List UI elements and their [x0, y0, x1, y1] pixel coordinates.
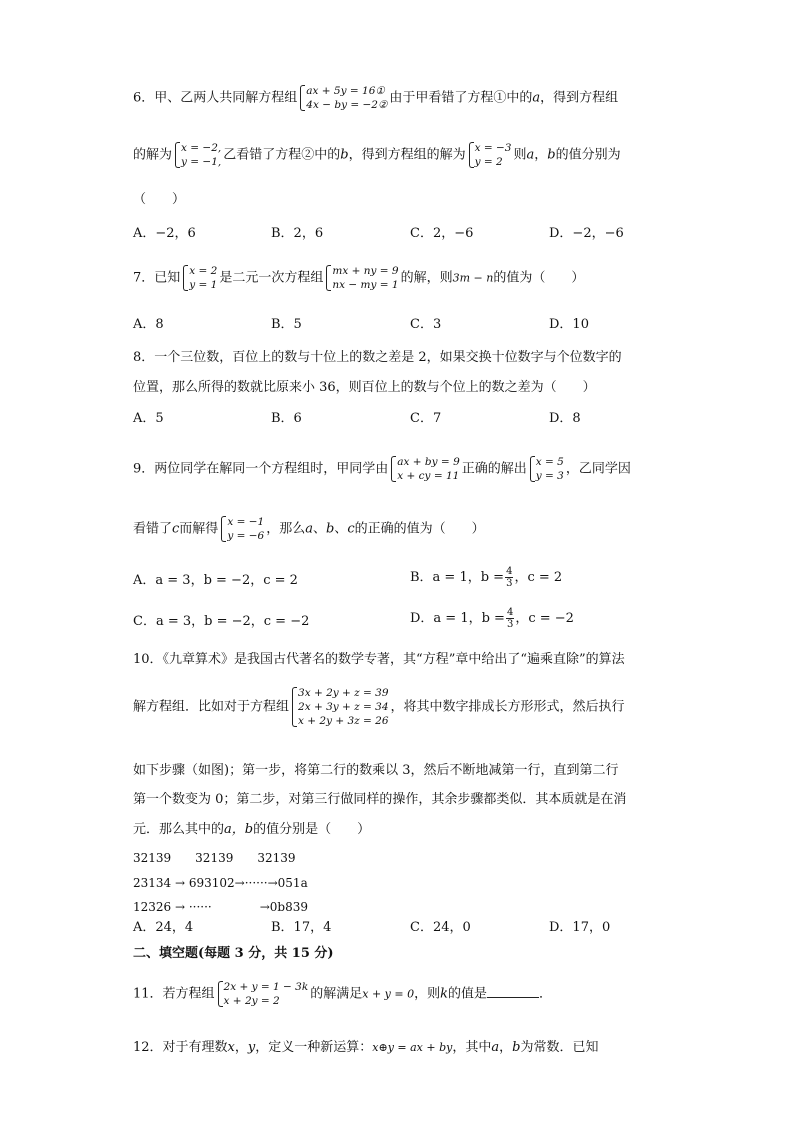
- q9-option-d: [410, 607, 574, 630]
- q9-solution: [529, 455, 564, 483]
- q6-text: 由于甲看错了方程①中的: [389, 90, 533, 106]
- q6-option-d: D．−2，−6: [549, 226, 624, 241]
- q6-solution-2: [468, 141, 512, 169]
- q11-text: ．: [539, 986, 553, 1002]
- q10-option-a: A．24，4: [133, 920, 194, 935]
- q7-text: 是二元一次方程组: [219, 270, 324, 286]
- q10-matrix-row-2: 23134 → 693102→······→051a: [133, 876, 308, 890]
- q6-eq2: 4x − by = −2②: [306, 99, 388, 111]
- fraction-numerator: 4: [506, 566, 513, 577]
- q9-eq1: ax + by = 9: [397, 456, 460, 468]
- q12-text: 为常数．已知: [520, 1040, 599, 1055]
- q7-line: [133, 264, 584, 292]
- q9-var-c2: c: [347, 521, 355, 537]
- q9-line1: [133, 455, 631, 483]
- q8-option-b: B．6: [271, 411, 302, 426]
- q9-text: 看错了: [133, 521, 173, 537]
- q6-sol2-x: x = −3: [474, 142, 512, 154]
- q10-equation-system: [291, 686, 389, 728]
- q7-solution: [182, 264, 217, 292]
- q12-var-b: b: [512, 1040, 521, 1055]
- q7-text: 7．已知: [133, 270, 181, 286]
- q7-text: 的值为（ ）: [493, 270, 585, 286]
- q6-text: 的解为: [133, 147, 173, 163]
- q6-text: 6．甲、乙两人共同解方程组: [133, 90, 298, 106]
- q10-matrix-row-3: 12326 → ······ →0b839: [133, 900, 309, 914]
- q10-text: ，将其中数字排成长方形形式，然后执行: [390, 699, 625, 715]
- q12-text: ，其中: [452, 1040, 492, 1055]
- q6-var-a2: a: [526, 147, 535, 163]
- q7-option-b: B．5: [271, 317, 302, 332]
- q9-sol2-x: x = −1: [227, 516, 265, 528]
- q11-eq2: x + 2y = 2: [223, 995, 280, 1007]
- q10-line3: 如下步骤（如图)；第一步，将第二行的数乘以 3，然后不断地减第一行，直到第二行: [133, 763, 619, 778]
- q11-text: 的值是: [448, 986, 488, 1002]
- q12-text: ，定义一种新运算：: [255, 1040, 373, 1055]
- q12-var-a: a: [491, 1040, 500, 1055]
- q10-vars: a，b: [224, 822, 254, 837]
- q9-text: 而解得: [179, 521, 219, 537]
- q6-option-b: B．2，6: [271, 226, 324, 241]
- q6-text: 的值分别为: [555, 147, 621, 163]
- q6-option-a: A．−2，6: [133, 226, 196, 241]
- q10-line4: 第一个数变为 0；第二步，对第三行做同样的操作，其余步骤都类似．其本质就是在消: [133, 792, 627, 807]
- q7-equation-system: [325, 264, 398, 292]
- q9-text: ，那么: [266, 521, 306, 537]
- q12-line: [133, 1040, 599, 1056]
- q6-equation-system: [299, 84, 387, 112]
- q11-condition: x + y = 0: [362, 987, 415, 1001]
- q10-option-b: B．17，4: [271, 920, 332, 935]
- q8-line2: 位置，那么所得的数就比原来小 36，则百位上的数与个位上的数之差为（ ）: [133, 380, 596, 395]
- q6-var-b: b: [340, 147, 349, 163]
- q12-sep: ，: [499, 1040, 513, 1055]
- q12-text: 12．对于有理数: [133, 1040, 228, 1055]
- q8-option-c: C．7: [410, 411, 442, 426]
- q12-operation: x⊕y = ax + by: [372, 1041, 453, 1054]
- q11-text: 11．若方程组: [133, 986, 215, 1002]
- q6-var-a: a: [532, 90, 541, 106]
- q9-text: ，乙同学因: [565, 461, 631, 477]
- section-title: 二、填空题(每题 3 分，共 15 分): [133, 946, 334, 961]
- q6-text: ，得到方程组的解为: [348, 147, 466, 163]
- q9-optd-text: D．a = 1，b =: [410, 611, 505, 626]
- q11-line: [133, 980, 552, 1008]
- q9-eq2: x + cy = 11: [397, 470, 460, 482]
- q7-option-a: A．8: [133, 317, 164, 332]
- q12-var-x: x: [227, 1040, 235, 1055]
- q6-var-b2: b: [547, 147, 556, 163]
- fraction-denominator: 3: [506, 578, 513, 589]
- q6-line1: [133, 84, 618, 112]
- q10-line2: [133, 686, 625, 728]
- q9-sep: 、: [334, 521, 348, 537]
- q10-text: 元．那么其中的: [133, 822, 225, 837]
- q10-matrix-row-1: 32139 32139 32139: [133, 851, 296, 865]
- q7-sol-y: y = 1: [189, 279, 218, 291]
- q9-sol2-y: y = −6: [227, 530, 265, 542]
- q9-optb-text: B．a = 1，b =: [410, 570, 505, 585]
- q11-equation-system: [217, 980, 309, 1008]
- fraction-numerator: 4: [506, 607, 514, 618]
- q10-line1: 10．《九章算术》是我国古代著名的数学专著，其“方程”章中给出了“遍乘直除”的算法: [133, 652, 625, 667]
- q8-option-a: A．5: [133, 411, 164, 426]
- q9-solution-2: [220, 515, 264, 543]
- q10-option-d: D．17，0: [549, 920, 611, 935]
- fraction-denominator: 3: [506, 619, 514, 630]
- q6-solution-1: [174, 141, 221, 169]
- q9-sep: 、: [312, 521, 326, 537]
- q9-optb-fraction: [505, 566, 513, 589]
- q6-option-c: C．2，−6: [410, 226, 474, 241]
- q11-text: ，则: [414, 986, 441, 1002]
- q7-expression: 3m − n: [452, 271, 494, 285]
- q7-text: 的解，则: [400, 270, 453, 286]
- q10-text: 的值分别是（ ）: [253, 822, 371, 837]
- q9-var-c: c: [172, 521, 180, 537]
- q6-sol1-y: y = −1,: [181, 156, 222, 168]
- q9-optb-text: ，c = 2: [514, 570, 563, 585]
- q9-text: 的正确的值为（ ）: [354, 521, 485, 537]
- q9-text: 正确的解出: [461, 461, 527, 477]
- q9-text: 9．两位同学在解同一个方程组时，甲同学由: [133, 461, 389, 477]
- q9-option-c: C．a = 3，b = −2，c = −2: [133, 614, 310, 629]
- q10-eq1: 3x + 2y + z = 39: [298, 687, 389, 699]
- q9-equation-system: [390, 455, 459, 483]
- q9-sol-y: y = 3: [535, 470, 564, 482]
- q6-text: 则: [513, 147, 527, 163]
- q7-option-c: C．3: [410, 317, 442, 332]
- q10-text: 解方程组．比如对于方程组: [133, 699, 290, 715]
- q11-text: 的解满足: [310, 986, 363, 1002]
- q6-sep: ，: [534, 147, 548, 163]
- q9-optd-fraction: [506, 607, 514, 630]
- q6-eq1: ax + 5y = 16①: [306, 85, 385, 97]
- q11-answer-blank[interactable]: [487, 986, 539, 998]
- q6-sol2-y: y = 2: [474, 156, 503, 168]
- q6-text: 乙看错了方程②中的: [223, 147, 341, 163]
- q6-line2: [133, 141, 621, 169]
- q9-var-b: b: [326, 521, 335, 537]
- q7-option-d: D．10: [549, 317, 589, 332]
- q9-option-b: [410, 566, 562, 589]
- q12-sep: ，: [234, 1040, 248, 1055]
- q9-line2: [133, 515, 485, 543]
- q10-option-c: C．24，0: [410, 920, 471, 935]
- q9-var-a: a: [305, 521, 313, 537]
- q11-var-k: k: [440, 986, 448, 1002]
- q11-eq1: 2x + y = 1 − 3k: [223, 981, 309, 993]
- q10-line5: [133, 822, 370, 838]
- q10-eq2: 2x + 3y + z = 34: [298, 701, 389, 713]
- q7-sol-x: x = 2: [189, 265, 218, 277]
- q12-var-y: y: [247, 1040, 256, 1055]
- q9-optd-text: ，c = −2: [515, 611, 574, 626]
- q8-option-d: D．8: [549, 411, 581, 426]
- q9-option-a: A．a = 3，b = −2，c = 2: [133, 573, 298, 588]
- q6-text: ，得到方程组: [540, 90, 619, 106]
- q7-eq1: mx + ny = 9: [332, 265, 399, 277]
- q8-line1: 8．一个三位数，百位上的数与十位上的数之差是 2，如果交换十位数字与个位数字的: [133, 350, 622, 365]
- q7-eq2: nx − my = 1: [332, 279, 399, 291]
- q9-sol-x: x = 5: [535, 456, 564, 468]
- q6-paren: （ ）: [133, 192, 186, 207]
- q10-eq3: x + 2y + 3z = 26: [298, 715, 389, 727]
- q6-sol1-x: x = −2,: [181, 142, 222, 154]
